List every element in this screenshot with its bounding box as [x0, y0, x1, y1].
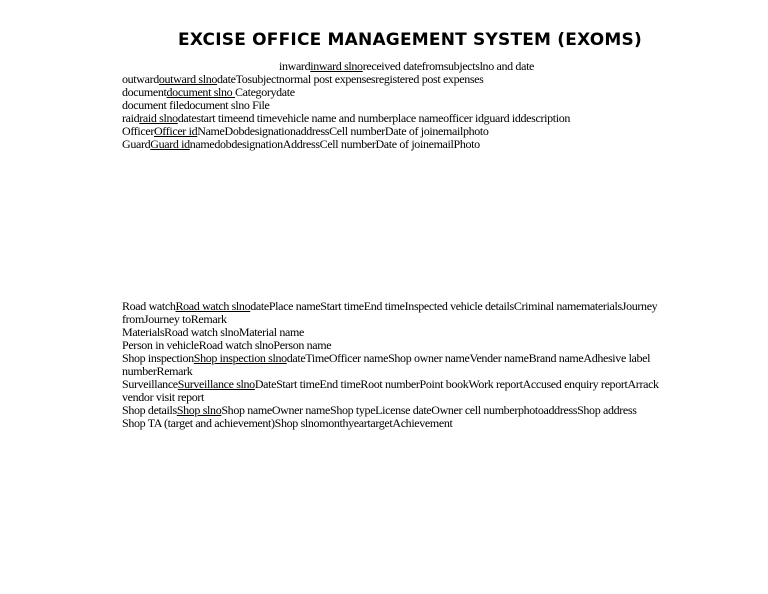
person-in-vehicle-table-line: Person in vehicleRoad watch slnoPerson name: [122, 338, 332, 352]
primary-key: Shop inspection slno: [193, 351, 287, 365]
table-name: Surveillance: [122, 377, 178, 391]
table-fields: Categorydate: [234, 85, 295, 99]
primary-key: outward slno: [158, 72, 218, 86]
table-fields: datestart timeend timevehicle name and numberplace nameofficer idguard iddescription: [177, 111, 570, 125]
table-fields: received datefromsubjectslno and date: [362, 59, 535, 73]
table-name: document: [122, 85, 167, 99]
primary-key: raid slno: [139, 111, 178, 125]
table-fields: dateTimeOfficer nameShop owner nameVender nameBrand nameAdhesive label numberRemark: [122, 351, 651, 378]
table-fields: NameDobdesignationaddressCell numberDate of joinemailphoto: [197, 124, 489, 138]
table-name: Officer: [122, 124, 154, 138]
primary-key: document slno: [166, 85, 235, 99]
table-name: inward: [279, 59, 311, 73]
table-name: Shop inspection: [122, 351, 194, 365]
table-name: outward: [122, 72, 159, 86]
primary-key: Road watch slno: [175, 299, 251, 313]
road-watch-table-line: [122, 300, 682, 326]
primary-key: inward slno: [310, 59, 363, 73]
table-fields: dateTosubjectnormal post expensesregistered post expenses: [217, 72, 484, 86]
table-name: Guard: [122, 137, 151, 151]
shop-inspection-table-line: [122, 352, 682, 378]
table-fields: namedobdesignationAddressCell numberDate of joinemailPhoto: [189, 137, 480, 151]
guard-table-line: [122, 138, 480, 151]
primary-key: Guard id: [150, 137, 190, 151]
page-title: EXCISE OFFICE MANAGEMENT SYSTEM (EXOMS): [178, 30, 642, 50]
surveillance-table-line: [122, 378, 682, 404]
table-name: Road watch: [122, 299, 176, 313]
primary-key: Shop slno: [176, 403, 222, 417]
table-fields: DateStart timeEnd timeRoot numberPoint bookWork reportAccused enquiry reportArrack vendor visit report: [122, 377, 659, 404]
table-fields: datePlace nameStart timeEnd timeInspected vehicle detailsCriminal namematerialsJourney fromJourney toRemark: [122, 299, 658, 326]
table-fields: Shop nameOwner nameShop typeLicense dateOwner cell numberphotoaddressShop address: [221, 403, 637, 417]
table-name: raid: [122, 111, 140, 125]
table-name: Shop details: [122, 403, 177, 417]
document-file-table-line: document filedocument slno File: [122, 98, 270, 112]
materials-table-line: MaterialsRoad watch slnoMaterial name: [122, 325, 304, 339]
shop-ta-table-line: Shop TA (target and achievement)Shop slnomonthyeartargetAchievement: [122, 416, 453, 430]
primary-key: Surveillance slno: [177, 377, 255, 391]
primary-key: Officer id: [153, 124, 198, 138]
